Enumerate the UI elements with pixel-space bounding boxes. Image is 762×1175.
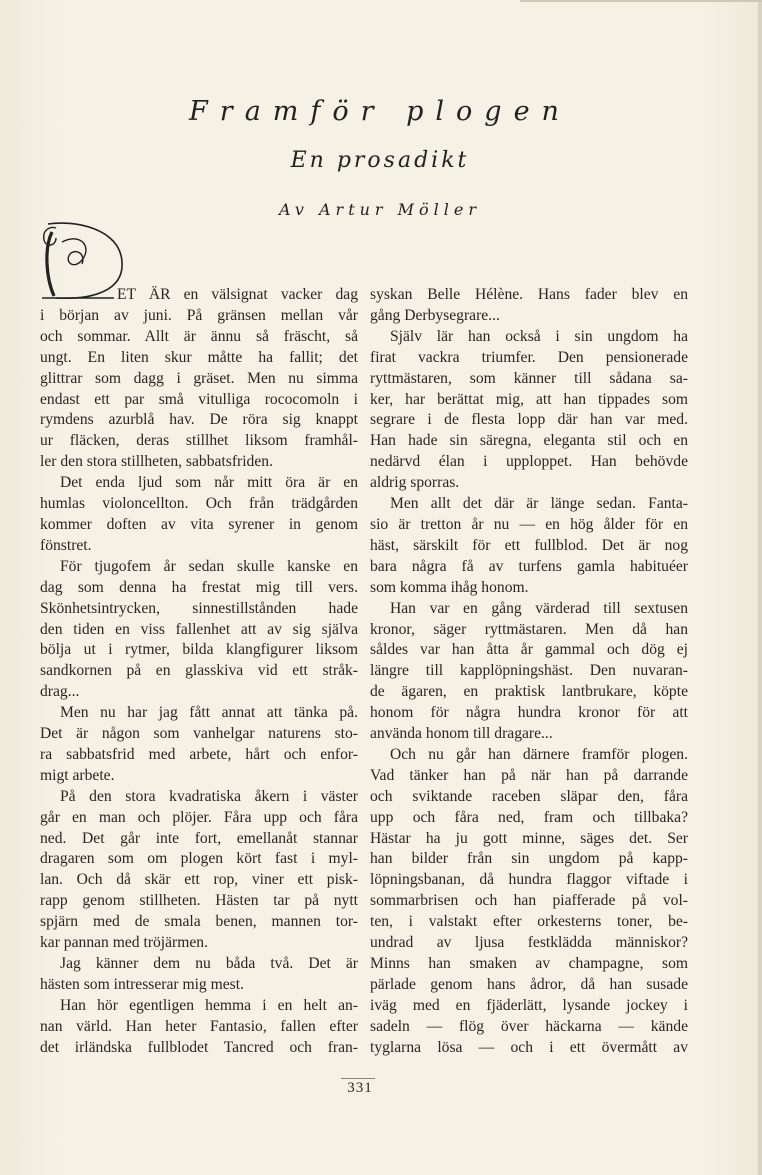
text-line: fönstret. [40,536,92,554]
text-line: sadeln — flög över häckarna — kände [370,1017,688,1035]
text-line: upp och fåra ned, fram och tillbaka? [370,808,688,826]
text-line: löpningsbanan, då hundra flaggor viftade i [370,871,688,889]
text-line: de ägaren, en praktisk lantbrukare, köpte [370,683,688,701]
text-line: kommer doften av vita syrener in genom [40,515,358,533]
article-title: Framför plogen [189,96,571,127]
text-line: Han hade sin säregna, eleganta stil och en [370,432,688,450]
text-line: ungt. En liten skur måtte ha fallit; det [40,348,358,366]
text-line: ned. Det går inte fort, emellanåt stannar [40,829,358,847]
text-line: humlas violoncellton. Och från trädgården [40,495,358,513]
text-line: nedärvd élan i upploppet. Han behövde [370,453,688,471]
text-line: kronor, säger ryttmästaren. Men då han [370,620,688,638]
text-line: rapp genom stillheten. Hästen tar på nytt [40,892,358,910]
text-line: Minns han smaken av champagne, som [370,955,688,972]
text-line: och sviktande raceben släpar den, fåra [370,787,688,805]
page-number-rule [341,1078,375,1079]
text-line: ra sabbatsfrid med arbete, hårt och enfor- [40,745,358,763]
text-line: Själv lär han också i sin ungdom ha [390,327,688,345]
text-line: ker, har berättat mig, att han tippades som [370,390,688,408]
text-line: ryttmästaren, som känner till sådana sa- [370,369,688,387]
text-line: sio är tretton år nu — en hög ålder för en [370,515,688,533]
text-line: Han var en gång värderad till sextusen [390,599,688,617]
text-line: hästen som intresserar mig mest. [40,975,244,993]
text-line: som komma ihåg honom. [370,578,529,596]
text-line: pärlade genom hans ådror, då han susade [370,975,688,993]
text-line: honom för några hundra kronor för att [370,704,688,722]
text-line: Det är någon som vanhelgar naturens sto- [40,725,358,743]
left-column [40,285,358,1059]
page-edge-top [520,0,762,2]
text-line: i början av juni. På gränsen mellan vår [40,306,358,324]
text-line: Men allt det där är länge sedan. Fanta- [390,495,688,513]
text-line: det irländska fullblodet Tancred och fran- [40,1038,358,1056]
text-line: segrare i de flesta lopp där han var med. [370,411,688,429]
text-line: och sommar. Allt är ännu så fräscht, så [40,327,358,345]
text-line: Skönhetsintrycken, sinnestillstånden hade [40,599,358,617]
text-line: gång Derbysegrare... [370,306,500,324]
text-line: migt arbete. [40,766,115,784]
text-line: undrad av ljusa festklädda människor? [370,934,688,952]
text-line: ET ÄR en välsignat vacker dag [117,286,358,303]
text-line: iväg med en fjäderlätt, lysande jockey i [370,996,688,1014]
text-line: går en man och plöjer. Fåra upp och fåra [40,808,358,826]
text-line: Men nu har jag fått annat att tänka på. [60,704,358,722]
text-line: Han hör egentligen hemma i en helt an- [60,996,358,1014]
text-line: använda honom till dragare... [370,725,553,743]
text-line: såldes var han åtta år gammal och dög ej [370,641,688,659]
text-line: spjärn med de smala benen, mannen tor- [40,913,358,931]
text-line: På den stora kvadratiska åkern i väster [60,787,358,805]
text-line: häst, särskilt för ett fullblod. Det är nog [370,536,688,554]
text-line: bara några få av turfens gamla habituéer [370,557,688,575]
text-line: lan. Och då skär ett rop, viner ett pisk- [40,871,358,889]
text-line: Och nu går han därnere framför plogen. [390,745,688,763]
text-line: ler den stora stillheten, sabbatsfriden. [40,453,273,471]
text-line: tyglarna lösa — och i ett övermått av [370,1038,688,1056]
text-line: drag... [40,683,80,701]
page-edge [758,0,762,1175]
text-line: han bilder från sin ungdom på kapp- [370,850,688,868]
text-line: bölja ut i rytmer, bilda klangfigurer liksom [40,641,358,659]
text-line: aldrig sporras. [370,474,460,492]
text-line: Det enda ljud som når mitt öra är en [60,474,358,492]
article-subtitle: En prosadikt [290,148,470,173]
article-author: Av Artur Möller [278,200,482,219]
text-line: glittrar som dagg i gräset. Men nu simma [40,369,358,387]
text-line: nan värld. Han heter Fantasio, fallen efter [40,1017,358,1035]
text-line: Jag känner dem nu båda två. Det är [60,955,358,972]
text-line: dragaren som om plogen kört fast i myl- [40,850,358,868]
text-line: ten, i valstakt efter orkesterns toner, be- [370,913,688,931]
text-line: rymdens azurblå hav. De röra sig knappt [40,411,358,429]
text-line: sandkornen på en glasskiva vid ett stråk- [40,662,358,680]
text-line: dag som denna ha frestat mig till vers. [40,578,358,596]
text-line: Vad tänker han på när han på darrande [370,766,688,784]
text-line: endast ett par små vitulliga rococomoln i [40,390,358,408]
text-line: firat vackra triumfer. Den pensionerade [370,348,688,366]
text-line: syskan Belle Hélène. Hans fader blev en [370,286,688,303]
text-line: kar pannan med tröjärmen. [40,934,208,952]
text-line: sommarbrisen och han piafferade på vol- [370,892,688,910]
text-line: längre till kapplöpningshäst. Den nuvaran- [370,662,688,680]
page-number: 331 [347,1080,373,1096]
right-column [370,285,688,1059]
text-line: den tiden en viss fallenhet att av sig själva [40,620,358,638]
text-line: För tjugofem år sedan skulle kanske en [60,557,358,575]
text-line: Hästar ha ju gott minne, säges det. Ser [370,829,688,847]
text-line: ur fläcken, deras stillhet liksom framhål- [40,432,358,450]
